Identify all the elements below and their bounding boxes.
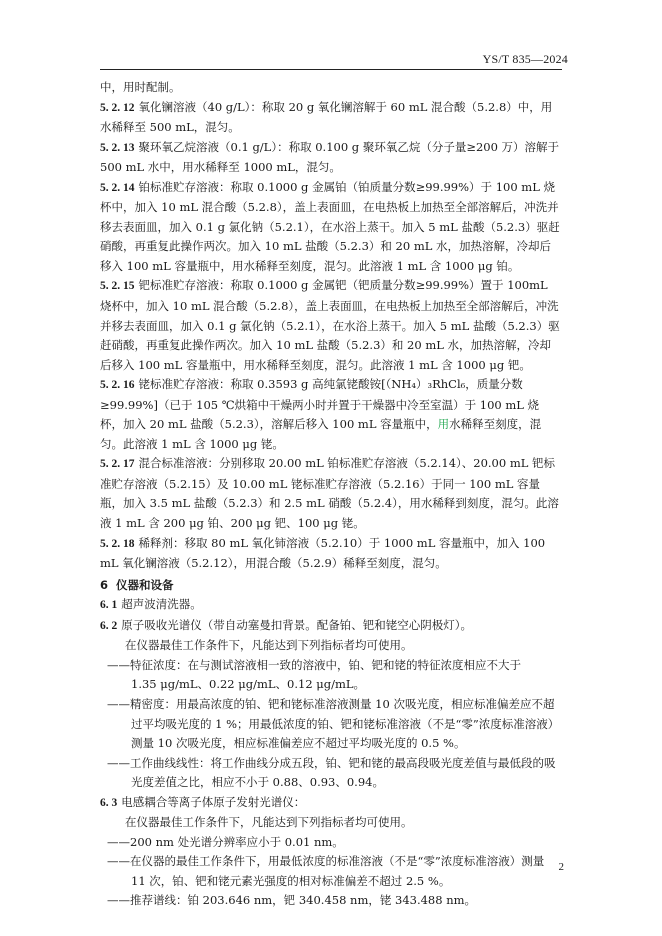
clause-number: 5. 2. 17 [100, 458, 135, 471]
clause-5-2-16 [100, 375, 562, 454]
clause-number: 5. 2. 12 [100, 101, 135, 114]
page-number: 2 [558, 861, 564, 873]
clause-text: 原子吸收光谱仪（带自动塞曼扣背景。配备铂、钯和铑空心阴极灯）。 [121, 617, 472, 632]
clause-5-2-12 [100, 98, 562, 138]
clause-number: 5. 2. 15 [100, 280, 135, 293]
dash-item-linearity: ——工作曲线线性：将工作曲线分成五段，铂、钯和铑的最高段吸光度差值与最低段的吸光度差值之比，相应不小于 0.88、0.93、0.94。 [107, 755, 556, 790]
continued-text: 中，用时配制。 [100, 80, 181, 94]
clause-number: 6. 1 [100, 599, 118, 612]
document-body [100, 78, 562, 911]
clause-6-2-intro: 在仪器最佳工作条件下，凡能达到下列指标者均可使用。 [125, 638, 413, 653]
clause-6-3 [100, 793, 562, 814]
clause-number: 5. 2. 16 [100, 379, 135, 392]
clause-text: 铑标准贮存溶液：称取 0.3593 g 高纯氯铑酸铵[（NH₄）₃RhCl₆，质量分数≥99.99%]（已于 105 ℃烘箱中干燥两小时并置于干燥器中冷至室温）于 100 mL 烧杯，加入 20 mL 盐酸（5.2.3），溶解后移入 100 mL 容量瓶中， [100, 377, 540, 432]
clause-5-2-14 [100, 178, 562, 277]
clause-text: 钯标准贮存溶液：称取 0.1000 g 金属钯（钯质量分数≥99.99%）置于 100mL 烧杯中，加入 10 mL 混合酸（5.2.8），盖上表面皿，在电热板上加热至全部溶解后，冲洗并移去表面皿，加入 0.1 g 氯化钠（5.2.1），在水浴上蒸干。加入 5 mL 盐酸（5.2.3）驱赶硝酸，再重复此操作两次。加入 10 mL 盐酸（5.2.3）和 20 mL 水，加热溶解，冷却后移入 100 mL 容量瓶中，用水稀释至刻度，混匀。此溶液 1 mL 含 1000 μg 钯。 [100, 278, 560, 372]
dash-item-precision: ——精密度：用最高浓度的铂、钯和铑标准溶液测量 10 次吸光度，相应标准偏差应不超过平均吸光度的 1 %；用最低浓度的铂、钯和铑标准溶液（不是“零”浓度标准溶液）测量 10 次吸光度，相应标准偏差应不超过平均吸光度的 0.5 %。 [107, 696, 560, 751]
dash-text-continued: 1.35 μg/mL、0.22 μg/mL、0.12 μg/mL。 [131, 677, 366, 692]
clause-text: 稀释剂：移取 80 mL 氧化铈溶液（5.2.10）于 1000 mL 容量瓶中，加入 100 mL 氧化镧溶液（5.2.12），用混合酸（5.2.9）稀释至刻度，混匀。 [100, 535, 546, 571]
clause-number: 5. 2. 18 [100, 537, 135, 550]
section-title: 仪器和设备 [116, 577, 174, 592]
highlighted-word: 用 [437, 417, 450, 432]
clause-number: 6. 2 [100, 619, 118, 632]
clause-text: 混合标准溶液：分别移取 20.00 mL 铂标准贮存溶液（5.2.14）、20.00 mL 钯标准贮存溶液（5.2.15）及 10.00 mL 铑标准贮存溶液（5.2.16）于同一 100 mL 容量瓶，加入 3.5 mL 盐酸（5.2.3）和 2.5 mL 硝酸（5.2.4），用水稀释到刻度，混匀。此溶液 1 mL 含 200 μg 铂、200 μg 钯、100 μg 铑。 [100, 456, 559, 531]
clause-text-tail: 水稀释至刻度，混匀。此溶液 1 mL 含 1000 μg 铑。 [100, 417, 542, 451]
clause-number: 5. 2. 14 [100, 181, 135, 194]
section-6-heading [100, 576, 562, 596]
clause-6-1 [100, 595, 562, 616]
clause-6-3-intro: 在仪器最佳工作条件下，凡能达到下列指标者均可使用。 [125, 815, 413, 830]
dash-item-characteristic-concentration [107, 656, 562, 695]
clause-5-2-17 [100, 454, 562, 533]
dash-item-wavelengths: ——推荐谱线：铂 203.646 nm，钯 340.458 nm，铑 343.488 nm。 [107, 893, 477, 908]
clause-6-2 [100, 616, 562, 637]
clause-number: 5. 2. 13 [100, 141, 135, 154]
dash-item-rsd: ——在仪器的最佳工作条件下，用最低浓度的标准溶液（不是“零”浓度标准溶液）测量 11 次，铂、钯和铑元素光强度的相对标准偏差不超过 2.5 %。 [107, 854, 545, 888]
header-rule [100, 69, 562, 70]
section-number: 6 [100, 577, 109, 592]
clause-number: 6. 3 [100, 796, 118, 809]
dash-text: ——特征浓度：在与测试溶液相一致的溶液中，铂、钯和铑的特征浓度相应不大于 [107, 657, 521, 672]
clause-5-2-18 [100, 534, 562, 574]
clause-text: 氧化镧溶液（40 g/L）：称取 20 g 氧化镧溶解于 60 mL 混合酸（5.2.8）中，用水稀释至 500 mL，混匀。 [100, 99, 553, 135]
dash-item-resolution: ——200 nm 处光谱分辨率应小于 0.01 nm。 [107, 834, 344, 849]
clause-text: 聚环氧乙烷溶液（0.1 g/L）：称取 0.100 g 聚环氧乙烷（分子量≥200 万）溶解于 500 mL 水中，用水稀释至 1000 mL，混匀。 [100, 139, 560, 175]
clause-text: 铂标准贮存溶液：称取 0.1000 g 金属铂（铂质量分数≥99.99%）于 100 mL 烧杯中，加入 10 mL 混合酸（5.2.8），盖上表面皿，在电热板上加热至全部溶解后，冲洗并移去表面皿，加入 0.1 g 氯化钠（5.2.1），在水浴上蒸干。加入 5 mL 盐酸（5.2.3）驱赶硝酸，再重复此操作两次。加入 10 mL 盐酸（5.2.3）和 20 mL 水，加热溶解，冷却后移入 100 mL 容量瓶中，用水稀释至刻度，混匀。此溶液 1 mL 含 1000 μg 铂。 [100, 179, 560, 273]
clause-5-2-15 [100, 276, 562, 375]
standard-code: YS/T 835—2024 [482, 52, 568, 66]
clause-text: 超声波清洗器。 [121, 597, 202, 612]
clause-5-2-13 [100, 138, 562, 178]
clause-text: 电感耦合等离子体原子发射光谱仪： [121, 794, 306, 809]
